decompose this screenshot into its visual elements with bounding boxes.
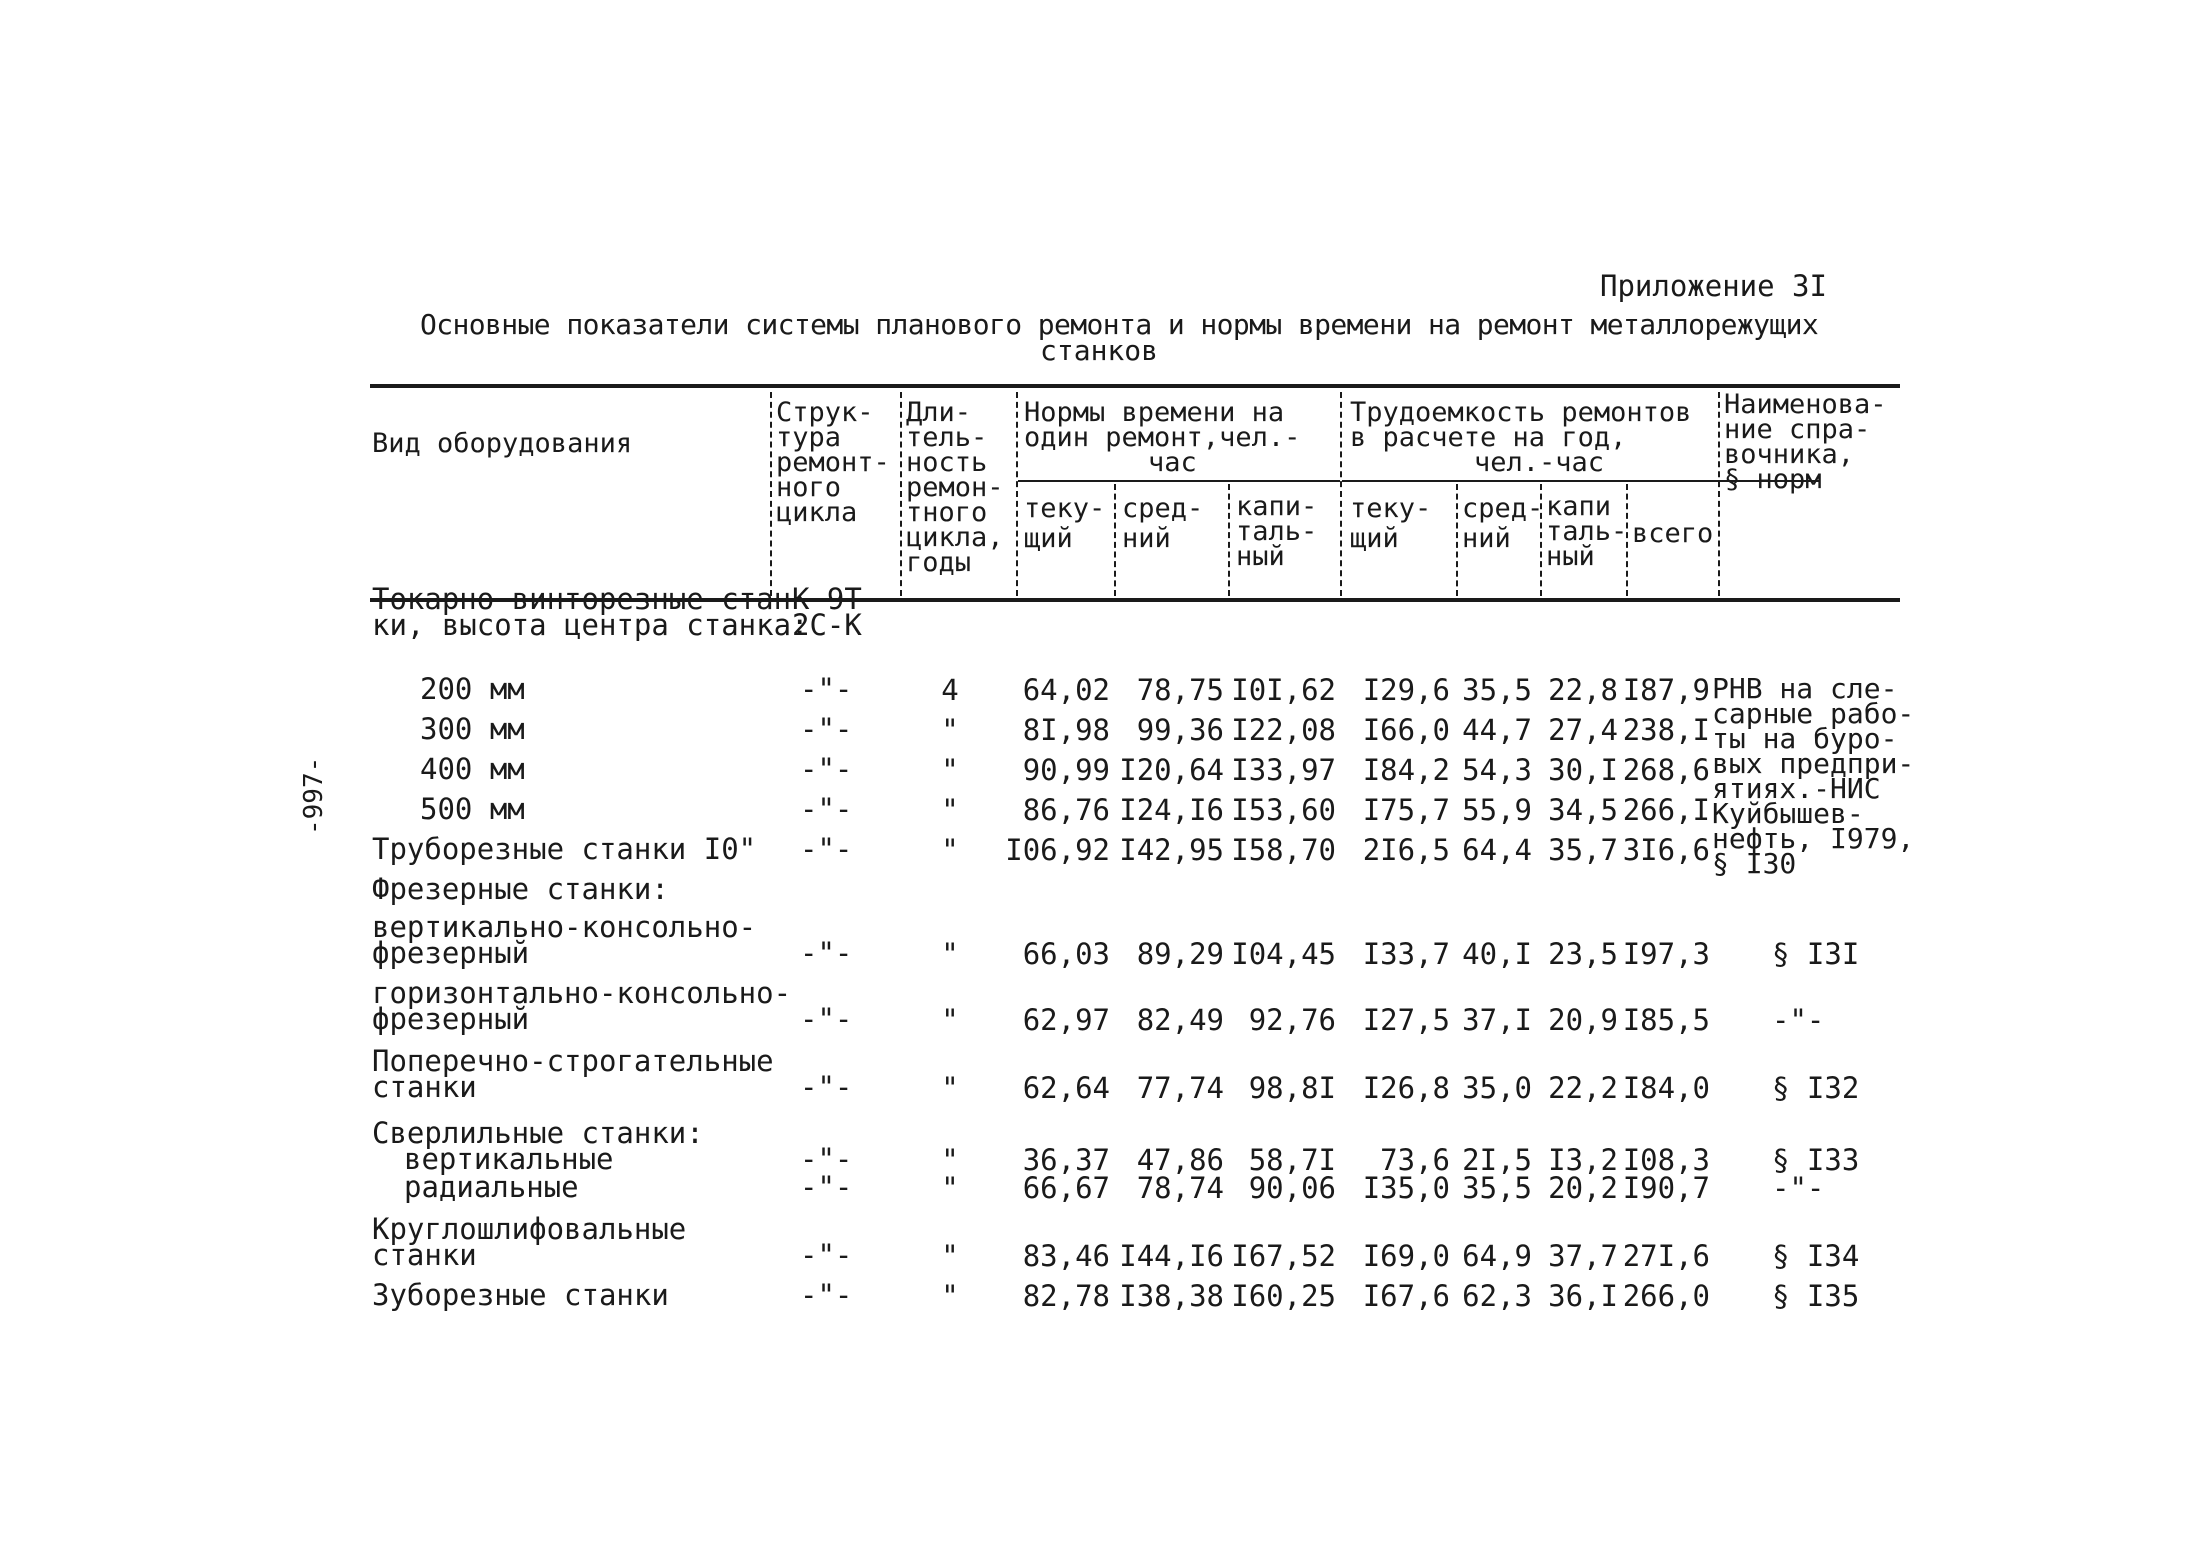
appendix-label: Приложение 3I (1600, 269, 1827, 303)
row-value: 8I,98 (1022, 713, 1110, 747)
header-reference-line: вочника, (1724, 439, 1855, 470)
row-label (372, 1212, 687, 1272)
row-value: 62,97 (1022, 1003, 1110, 1037)
subheader-norm-medium (1122, 494, 1203, 554)
col-sep-6 (1340, 392, 1342, 596)
row-value: I27,5 (1362, 1003, 1450, 1037)
row-value: I42,95 (1119, 833, 1224, 867)
row-structure (800, 1238, 853, 1272)
row-value: I29,6 (1362, 673, 1450, 707)
reference-line: РНВ на сле- (1712, 672, 1898, 705)
row-label-line: Поперечно-строгательные (372, 1044, 774, 1078)
row-value: I08,3 (1622, 1143, 1710, 1177)
header-duration-line: тель- (906, 422, 988, 453)
row-value: 89,29 (1136, 937, 1224, 971)
header-norms-group (1024, 397, 1301, 478)
row-value: 266,0 (1622, 1279, 1710, 1313)
row-duration: " (941, 1279, 959, 1313)
row-value: 64,02 (1022, 673, 1110, 707)
row-label (372, 832, 757, 866)
row-value: I35,0 (1362, 1171, 1450, 1205)
col-sep-1 (770, 392, 772, 596)
reference-line: вых предпри- (1712, 747, 1915, 780)
row-duration: " (941, 1003, 959, 1037)
row-value: 82,49 (1136, 1003, 1224, 1037)
row-duration: " (941, 713, 959, 747)
row-value: I22,08 (1231, 713, 1336, 747)
subheader-line: теку- (1024, 493, 1106, 524)
header-reference-line: Наименова- (1724, 389, 1887, 420)
header-equipment: Вид оборудования (372, 428, 633, 459)
subheader-line: щий (1024, 523, 1073, 554)
row-label (372, 582, 809, 642)
row-value: 2I,5 (1462, 1143, 1532, 1177)
row-value: 36,37 (1022, 1143, 1110, 1177)
row-label (420, 672, 525, 706)
row-label (372, 1044, 774, 1104)
row-value: 66,67 (1022, 1171, 1110, 1205)
header-norms-line: Нормы времени на (1024, 397, 1285, 428)
row-reference: § I34 (1772, 1239, 1860, 1273)
row-duration: " (941, 1171, 959, 1205)
row-value: I20,64 (1119, 753, 1224, 787)
row-label-line: ки, высота центра станка: (372, 608, 809, 642)
subheader-labor-current (1350, 494, 1431, 554)
row-value: 82,78 (1022, 1279, 1110, 1313)
row-reference: -"- (1772, 1003, 1825, 1037)
header-structure-line: тура (776, 422, 842, 453)
row-value: 77,74 (1136, 1071, 1224, 1105)
row-value: 35,5 (1462, 673, 1532, 707)
col-sep-2 (900, 392, 902, 596)
row-label-line: 500 мм (420, 792, 525, 826)
row-value: 47,86 (1136, 1143, 1224, 1177)
row-value: 238,I (1622, 713, 1710, 747)
row-value: 37,7 (1548, 1239, 1618, 1273)
reference-line: ятиях.-НИС (1712, 772, 1881, 805)
row-value: 20,2 (1548, 1171, 1618, 1205)
row-value: 58,7I (1248, 1143, 1336, 1177)
row-value: 266,I (1622, 793, 1710, 827)
subheader-line: капи- (1236, 491, 1318, 522)
row-duration: " (941, 937, 959, 971)
reference-line: сарные рабо- (1712, 697, 1915, 730)
subheader-line: сред- (1122, 493, 1204, 524)
row-duration: " (941, 1239, 959, 1273)
row-duration: " (941, 753, 959, 787)
row-structure (800, 1170, 853, 1204)
row-value: I84,2 (1362, 753, 1450, 787)
row-value: 3I6,6 (1622, 833, 1710, 867)
subheader-labor-capital (1546, 491, 1628, 572)
header-structure-line: цикла (776, 497, 858, 528)
row-value: I87,9 (1622, 673, 1710, 707)
row-duration: " (941, 833, 959, 867)
subheader-line: ный (1236, 541, 1285, 572)
row-value: 90,99 (1022, 753, 1110, 787)
row-label-line: Труборезные станки I0" (372, 832, 757, 866)
row-structure-line: -"- (800, 792, 853, 826)
row-structure-line: -"- (800, 832, 853, 866)
row-value: 2I6,5 (1362, 833, 1450, 867)
subheader-line: капи (1546, 491, 1612, 522)
header-structure-line: Струк- (776, 397, 874, 428)
row-label (372, 910, 757, 970)
reference-line: § I30 (1712, 847, 1797, 880)
row-structure-line: К-9Т- (792, 582, 880, 616)
table-top-rule (370, 384, 1900, 388)
subheader-line: таль- (1546, 516, 1628, 547)
row-value: 55,9 (1462, 793, 1532, 827)
row-value: I84,0 (1622, 1071, 1710, 1105)
subheader-line: сред- (1462, 493, 1544, 524)
row-value: 35,7 (1548, 833, 1618, 867)
header-labor-line: Трудоемкость ремонтов (1350, 397, 1692, 428)
row-value: I06,92 (1005, 833, 1110, 867)
subheader-line: таль- (1236, 516, 1318, 547)
row-label-line: Круглошлифовальные (372, 1212, 687, 1246)
row-structure-line: -"- (800, 1238, 853, 1272)
header-duration-line: ремон- (906, 472, 1004, 503)
col-sep-4 (1114, 484, 1116, 596)
row-value: 99,36 (1136, 713, 1224, 747)
header-structure-line: ного (776, 472, 842, 503)
header-reference (1724, 389, 1887, 495)
col-sep-3 (1016, 392, 1018, 596)
row-value: I58,70 (1231, 833, 1336, 867)
row-label-line: Зуборезные станки (372, 1278, 669, 1312)
row-value: 92,76 (1248, 1003, 1336, 1037)
subheader-line: ный (1546, 541, 1595, 572)
row-label-line: станки (372, 1070, 477, 1104)
col-sep-10 (1718, 392, 1720, 596)
row-label (420, 752, 525, 786)
row-value: 23,5 (1548, 937, 1618, 971)
row-structure-line: -"- (800, 1170, 853, 1204)
header-duration-line: тного (906, 497, 988, 528)
header-structure (776, 397, 890, 528)
col-sep-7 (1456, 484, 1458, 596)
row-structure (800, 936, 853, 970)
row-value: 86,76 (1022, 793, 1110, 827)
row-value: 83,46 (1022, 1239, 1110, 1273)
subheader-line: щий (1350, 523, 1399, 554)
row-value: 62,64 (1022, 1071, 1110, 1105)
row-label (372, 1278, 669, 1312)
row-value: 35,0 (1462, 1071, 1532, 1105)
header-norms-line: час (1148, 447, 1197, 478)
row-structure (800, 832, 853, 866)
header-labor-group (1350, 397, 1692, 478)
header-duration-line: ность (906, 447, 988, 478)
row-value: I67,52 (1231, 1239, 1336, 1273)
row-structure (800, 712, 853, 746)
row-value: I69,0 (1362, 1239, 1450, 1273)
row-structure-line: -"- (800, 1142, 853, 1176)
row-value: I97,3 (1622, 937, 1710, 971)
row-value: I90,7 (1622, 1171, 1710, 1205)
header-duration (906, 397, 1004, 578)
row-value: 22,2 (1548, 1071, 1618, 1105)
col-sep-5 (1228, 484, 1230, 596)
row-value: 44,7 (1462, 713, 1532, 747)
row-structure-line: -"- (800, 672, 853, 706)
subheader-line: теку- (1350, 493, 1432, 524)
row-label-line: горизонтально-консольно- (372, 976, 792, 1010)
row-duration: " (941, 793, 959, 827)
row-value: I26,8 (1362, 1071, 1450, 1105)
title-line-1: Основные показатели системы планового ремонта и нормы времени на ремонт металлорежущих (420, 308, 1819, 341)
row-label (420, 712, 525, 746)
row-label (372, 872, 669, 906)
row-value: I53,60 (1231, 793, 1336, 827)
row-value: 30,I (1548, 753, 1618, 787)
row-label-line: станки (372, 1238, 477, 1272)
reference-block (1712, 672, 1915, 880)
row-value: I24,I6 (1119, 793, 1224, 827)
header-structure-line: ремонт- (776, 447, 890, 478)
row-value: 73,6 (1380, 1143, 1450, 1177)
row-label-line: Фрезерные станки: (372, 872, 669, 906)
header-reference-line: ние спра- (1724, 414, 1871, 445)
row-reference: § I3I (1772, 937, 1860, 971)
row-duration: 4 (941, 673, 959, 707)
row-value: I0I,62 (1231, 673, 1336, 707)
row-label-line: Сверлильные станки: (372, 1116, 704, 1150)
subheader-line: ний (1462, 523, 1511, 554)
row-structure-line: -"- (800, 1002, 853, 1036)
row-value: 40,I (1462, 937, 1532, 971)
row-value: 35,5 (1462, 1171, 1532, 1205)
row-value: 66,03 (1022, 937, 1110, 971)
row-structure-line: 2С-К (792, 608, 862, 642)
row-label (420, 792, 525, 826)
header-labor-line: чел.-час (1474, 447, 1605, 478)
row-value: I3,2 (1548, 1143, 1618, 1177)
row-value: 98,8I (1248, 1071, 1336, 1105)
row-value: I04,45 (1231, 937, 1336, 971)
row-value: I33,97 (1231, 753, 1336, 787)
row-value: 268,6 (1622, 753, 1710, 787)
row-value: I38,38 (1119, 1279, 1224, 1313)
row-value: 78,75 (1136, 673, 1224, 707)
row-value: I85,5 (1622, 1003, 1710, 1037)
row-label-line: Токарно-винторезные стан- (372, 582, 809, 616)
row-value: 36,I (1548, 1279, 1618, 1313)
row-label-line: вертикально-консольно- (372, 910, 757, 944)
row-value: 20,9 (1548, 1003, 1618, 1037)
subheader-labor-medium (1462, 494, 1543, 554)
row-value: 27I,6 (1622, 1239, 1710, 1273)
title-line-2: станков (1040, 334, 1159, 367)
row-label-line: фрезерный (372, 936, 530, 970)
header-norms-line: один ремонт,чел.- (1024, 422, 1301, 453)
page-number: -997- (299, 756, 329, 835)
row-value: 34,5 (1548, 793, 1618, 827)
norms-group-underline (1018, 480, 1340, 482)
subheader-line: ний (1122, 523, 1171, 554)
row-value: I66,0 (1362, 713, 1450, 747)
row-value: I60,25 (1231, 1279, 1336, 1313)
subheader-norm-current (1024, 494, 1105, 554)
header-duration-line: годы (906, 547, 972, 578)
row-structure (792, 582, 880, 642)
row-structure (800, 1278, 853, 1312)
row-label-line: радиальные (404, 1170, 579, 1204)
header-duration-line: Дли- (906, 397, 972, 428)
reference-line: ты на буро- (1712, 722, 1898, 755)
row-value: I67,6 (1362, 1279, 1450, 1313)
row-value: I75,7 (1362, 793, 1450, 827)
row-structure (800, 672, 853, 706)
subheader-norm-capital (1236, 491, 1318, 572)
row-value: 64,4 (1462, 833, 1532, 867)
row-structure-line: -"- (800, 712, 853, 746)
labor-group-underline (1342, 480, 1720, 482)
header-labor-line: в расчете на год, (1350, 422, 1627, 453)
row-label-line: фрезерный (372, 1002, 530, 1036)
row-reference: -"- (1772, 1171, 1825, 1205)
row-structure-line: -"- (800, 1278, 853, 1312)
row-value: 78,74 (1136, 1171, 1224, 1205)
row-label-line: 400 мм (420, 752, 525, 786)
reference-line: Куйбышев- (1712, 797, 1864, 830)
row-value: 90,06 (1248, 1171, 1336, 1205)
header-duration-line: цикла, (906, 522, 1004, 553)
row-duration: " (941, 1071, 959, 1105)
row-duration: " (941, 1143, 959, 1177)
row-structure-line: -"- (800, 936, 853, 970)
row-structure (800, 752, 853, 786)
row-structure (800, 792, 853, 826)
row-reference: § I32 (1772, 1071, 1860, 1105)
row-structure (800, 1002, 853, 1036)
subheader-labor-total: всего (1632, 518, 1714, 549)
row-label (404, 1142, 614, 1176)
row-value: 64,9 (1462, 1239, 1532, 1273)
reference-line: нефть, I979, (1712, 822, 1915, 855)
row-label (372, 976, 792, 1036)
row-reference: § I33 (1772, 1143, 1860, 1177)
row-structure (800, 1142, 853, 1176)
row-value: 27,4 (1548, 713, 1618, 747)
row-reference: § I35 (1772, 1279, 1860, 1313)
row-value: I33,7 (1362, 937, 1450, 971)
row-label-line: 300 мм (420, 712, 525, 746)
row-structure (800, 1070, 853, 1104)
row-label-line: вертикальные (404, 1142, 614, 1176)
row-value: I44,I6 (1119, 1239, 1224, 1273)
row-structure-line: -"- (800, 1070, 853, 1104)
row-value: 62,3 (1462, 1279, 1532, 1313)
row-value: 54,3 (1462, 753, 1532, 787)
row-label (404, 1170, 579, 1204)
row-value: 22,8 (1548, 673, 1618, 707)
row-structure-line: -"- (800, 752, 853, 786)
row-value: 37,I (1462, 1003, 1532, 1037)
header-reference-line: § норм (1724, 464, 1822, 495)
row-label-line: 200 мм (420, 672, 525, 706)
